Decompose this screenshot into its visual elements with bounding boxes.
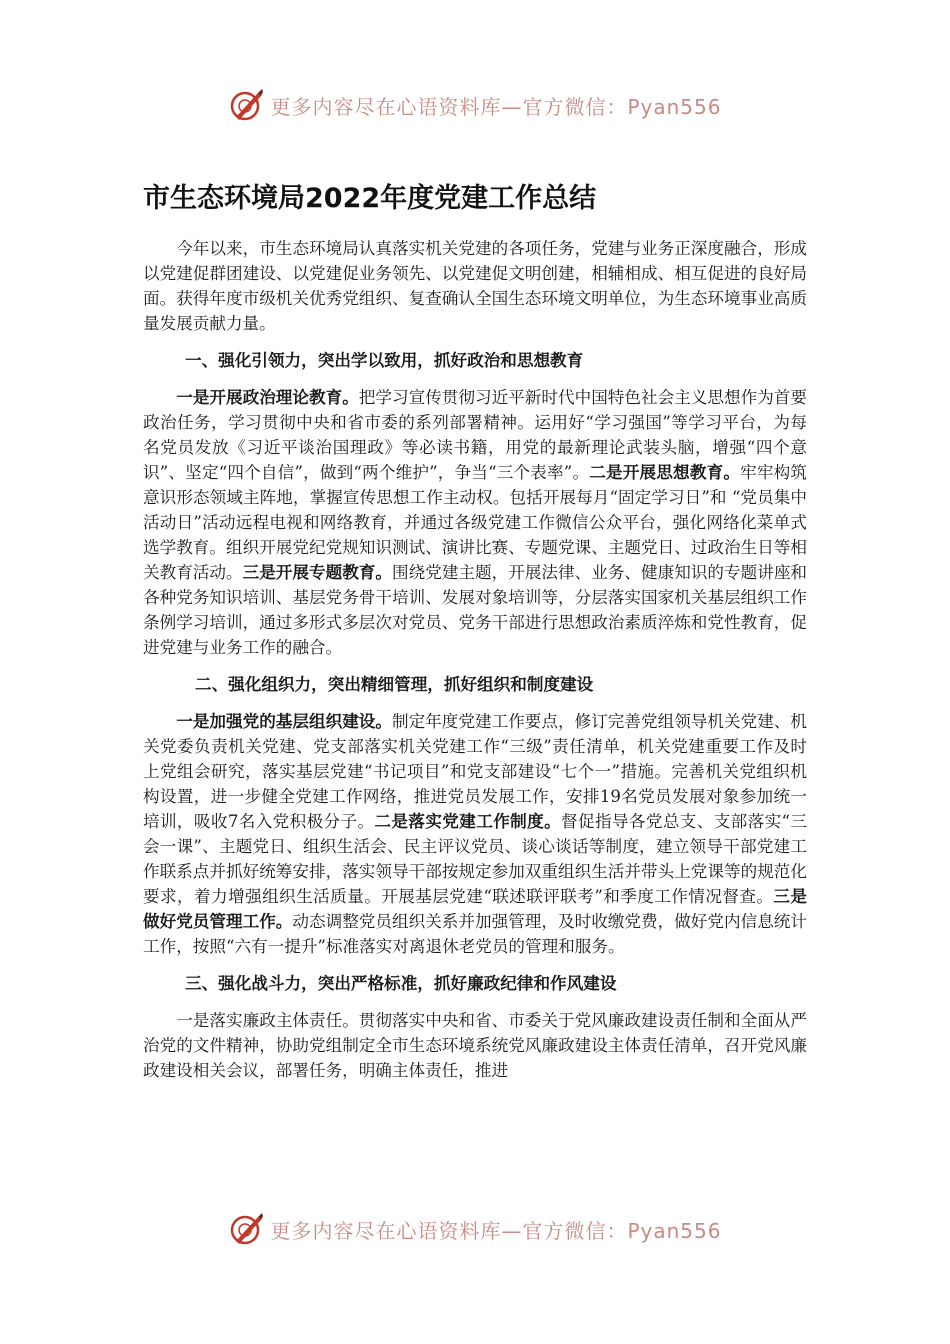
- section-1-point-3-lead: 三是开展专题教育。: [242, 562, 393, 582]
- section-2-point-3-lead: 三是做好党员管理工作。: [143, 886, 808, 931]
- section-1-point-1-lead: 一是开展政治理论教育。: [176, 387, 359, 407]
- pen-logo-icon: [228, 1211, 264, 1247]
- watermark-header: [0, 82, 950, 128]
- document-body: [143, 236, 807, 1083]
- watermark-footer: [0, 1206, 950, 1252]
- section-1-point-3-text: 围绕党建主题，开展法律、业务、健康知识的专题讲座和各种党务知识培训、基层党务骨干培训、发展对象培训等，分层落实国家机关基层组织工作条例学习培训，通过多形式多层次对党员、党务干部进行思想政治素质淬炼和党性教育，促进党建与业务工作的融合。: [143, 563, 808, 657]
- pen-logo-icon: [228, 87, 264, 123]
- section-3-paragraph: 一是落实廉政主体责任。贯彻落实中央和省、市委关于党风廉政建设责任制和全面从严治党的文件精神，协助党组制定全市生态环境系统党风廉政建设主体责任清单，召开党风廉政建设相关会议，部署任务，明确主体责任，推进: [143, 1011, 807, 1080]
- section-1-paragraph: [143, 385, 807, 660]
- section-2-paragraph: [143, 709, 807, 959]
- intro-paragraph: 今年以来，市生态环境局认真落实机关党建的各项任务，党建与业务正深度融合，形成以党建促群团建设、以党建促业务领先、以党建促文明创建，相辅相成、相互促进的良好局面。获得年度市级机关优秀党组织、复查确认全国生态环境文明单位，为生态环境事业高质量发展贡献力量。: [143, 239, 807, 333]
- section-2-point-3-text: 动态调整党员组织关系并加强管理，及时收缴党费，做好党内信息统计工作，按照“六有一提升”标准落实对离退休老党员的管理和服务。: [143, 912, 808, 956]
- watermark-text: 更多内容尽在心语资料库—官方微信：Pyan556: [270, 94, 722, 119]
- section-2-point-2-lead: 二是落实党建工作制度。: [374, 811, 562, 831]
- section-2-point-1-lead: 一是加强党的基层组织建设。: [176, 711, 392, 731]
- page-title: 市生态环境局2022年度党建工作总结: [143, 183, 597, 214]
- section-1-point-1-text: 把学习宣传贯彻习近平新时代中国特色社会主义思想作为首要政治任务，学习贯彻中央和省市委的系列部署精神。运用好“学习强国”等学习平台，为每名党员发放《习近平谈治国理政》等必读书籍，用党的最新理论武装头脑，增强“四个意识”、坚定“四个自信”，做到“两个维护”，争当“三个表率”。: [143, 388, 808, 482]
- section-1-heading: 一、强化引领力，突出学以致用，抓好政治和思想教育: [185, 351, 584, 370]
- section-2-heading: 二、强化组织力，突出精细管理，抓好组织和制度建设: [195, 675, 594, 694]
- section-3-heading: 三、强化战斗力，突出严格标准，抓好廉政纪律和作风建设: [185, 974, 617, 993]
- section-1-point-2-text: 牢牢构筑意识形态领域主阵地，掌握宣传思想工作主动权。包括开展每月“固定学习日”和 “党员集中活动日”活动远程电视和网络教育，并通过各级党建工作微信公众平台，强化网络化菜单式选学教育。组织开展党纪党规知识测试、演讲比赛、专题党课、主题党日、过政治生日等相关教育活动。: [143, 463, 808, 582]
- section-1-point-2-lead: 二是开展思想教育。: [589, 462, 741, 482]
- section-2-point-2-text: 督促指导各党总支、支部落实“三会一课”、主题党日、组织生活会、民主评议党员、谈心谈话等制度，建立领导干部党建工作联系点并抓好统筹安排，落实领导干部按规定参加双重组织生活并带头上党课等的规范化要求，着力增强组织生活质量。开展基层党建“联述联评联考”和季度工作情况督查。: [143, 812, 808, 906]
- section-2-point-1-text: 制定年度党建工作要点，修订完善党组领导机关党建、机关党委负责机关党建、党支部落实机关党建工作“三级”责任清单，机关党建重要工作及时上党组会研究，落实基层党建“书记项目”和党支部建设“七个一”措施。完善机关党组织机构设置，进一步健全党建工作网络，推进党员发展工作，安排19名党员发展对象参加统一培训，吸收7名入党积极分子。: [143, 712, 808, 831]
- watermark-text: 更多内容尽在心语资料库—官方微信：Pyan556: [270, 1218, 722, 1243]
